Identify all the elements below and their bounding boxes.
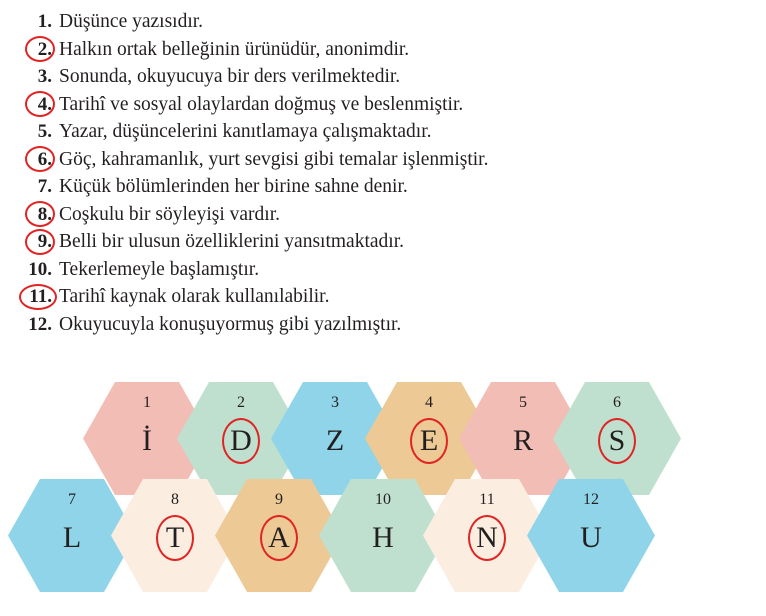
hexagon-number: 3: [331, 394, 339, 411]
statement-number-label: 9.: [37, 231, 52, 252]
statement-number[interactable]: [0, 118, 54, 146]
statement-text: Tarihî ve sosyal olaylardan doğmuş ve beslenmiştir.: [59, 93, 464, 115]
hexagon-letter: R: [512, 424, 533, 457]
hexagon-letter: L: [62, 521, 82, 554]
statement-number-label: 5.: [37, 121, 52, 142]
statement-number[interactable]: [0, 311, 54, 339]
hexagon-letter: H: [372, 521, 394, 554]
statement-item[interactable]: [0, 201, 766, 229]
hexagon-number: 10: [375, 491, 391, 508]
statement-number[interactable]: [0, 173, 54, 201]
statement-item[interactable]: [0, 8, 766, 36]
statement-number[interactable]: [0, 146, 54, 174]
statement-item[interactable]: [0, 146, 766, 174]
hexagon-number: 1: [143, 394, 151, 411]
hexagon-grid: [0, 372, 766, 616]
hexagon-letter: E: [365, 424, 493, 458]
hexagon-number: 6: [613, 394, 621, 411]
statement-text: Küçük bölümlerinden her birine sahne denir.: [59, 176, 408, 197]
hexagon-number: 12: [583, 491, 599, 508]
statement-item[interactable]: [0, 91, 766, 119]
statement-text: Düşünce yazısıdır.: [59, 11, 204, 32]
statement-number[interactable]: [0, 256, 54, 284]
hexagon-letter: T: [111, 521, 239, 555]
statement-item[interactable]: [0, 63, 766, 91]
statement-number-label: 8.: [37, 203, 52, 225]
statement-item[interactable]: [0, 311, 766, 339]
hexagon-letter: İ: [142, 424, 152, 457]
hexagon-cell[interactable]: [527, 479, 655, 592]
statement-number[interactable]: [0, 36, 54, 64]
hexagon-number: 8: [171, 491, 179, 508]
hexagon-letter: D: [177, 424, 305, 458]
statement-item[interactable]: [0, 228, 766, 256]
statement-number-label: 12.: [28, 313, 52, 335]
statement-number-label: 6.: [37, 148, 52, 170]
statement-number-label: 4.: [37, 93, 52, 115]
hexagon-letter: U: [580, 521, 602, 554]
statement-text: Coşkulu bir söyleyişi vardır.: [59, 203, 280, 225]
statement-text: Tarihî kaynak olarak kullanılabilir.: [59, 286, 330, 307]
statement-number-label: 3.: [37, 66, 52, 87]
statement-number[interactable]: [0, 8, 54, 36]
hexagon-letter: Z: [325, 424, 345, 457]
statement-number[interactable]: [0, 201, 54, 229]
hexagon-number: 2: [237, 394, 245, 411]
hexagon-number: 7: [68, 491, 76, 508]
hexagon-number: 9: [275, 491, 283, 508]
hexagon-letter: A: [215, 521, 343, 555]
statement-text: Okuyucuyla konuşuyormuş gibi yazılmıştır.: [59, 313, 402, 335]
statement-number-label: 1.: [37, 11, 52, 32]
statement-text: Halkın ortak belleğinin ürünüdür, anonimdir.: [59, 38, 410, 60]
statement-text: Göç, kahramanlık, yurt sevgisi gibi temalar işlenmiştir.: [59, 148, 489, 170]
statement-text: Yazar, düşüncelerini kanıtlamaya çalışmaktadır.: [59, 121, 432, 142]
statement-number[interactable]: [0, 283, 54, 311]
hexagon-number: 4: [425, 394, 433, 411]
statement-number-label: 11.: [29, 286, 52, 307]
statement-number-label: 7.: [37, 176, 52, 197]
hexagon-number: 5: [519, 394, 527, 411]
statement-text: Tekerlemeyle başlamıştır.: [59, 258, 260, 280]
statement-number-label: 10.: [28, 258, 52, 280]
statement-text: Sonunda, okuyucuya bir ders verilmektedir.: [59, 66, 401, 87]
hexagon-letter: S: [553, 424, 681, 458]
hexagon-number: 11: [479, 491, 495, 508]
statement-item[interactable]: [0, 118, 766, 146]
statement-item[interactable]: [0, 283, 766, 311]
statement-item[interactable]: [0, 173, 766, 201]
hexagon-letter: N: [423, 521, 551, 555]
statement-number[interactable]: [0, 91, 54, 119]
statement-number[interactable]: [0, 228, 54, 256]
statement-text: Belli bir ulusun özelliklerini yansıtmaktadır.: [59, 231, 404, 252]
statement-number-label: 2.: [37, 38, 52, 60]
statement-item[interactable]: [0, 36, 766, 64]
statement-item[interactable]: [0, 256, 766, 284]
statement-number[interactable]: [0, 63, 54, 91]
